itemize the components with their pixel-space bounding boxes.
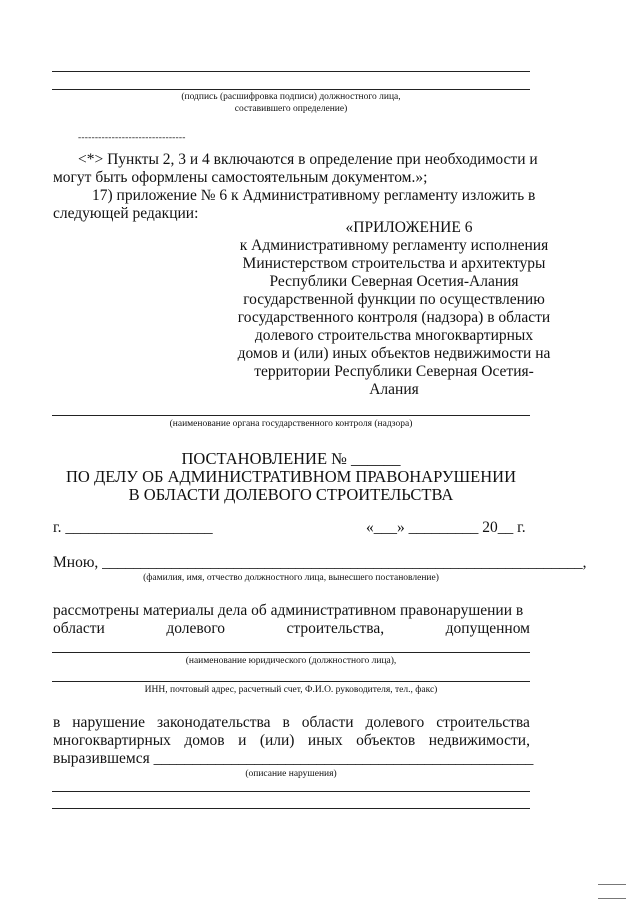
by-me-caption: (фамилия, имя, отчество должностного лица, вынесшего постановление) <box>143 573 439 583</box>
item17-line1: 17) приложение № 6 к Административному регламенту изложить в <box>92 187 536 204</box>
appendix-heading: «ПРИЛОЖЕНИЕ 6 <box>345 219 473 236</box>
authority-line <box>52 415 530 416</box>
word: домов <box>184 732 225 749</box>
word: строительства <box>436 714 530 731</box>
appendix-line: государственной функции по осуществлению <box>243 291 545 308</box>
details-line <box>52 681 530 682</box>
blank-line <box>52 808 530 809</box>
details-caption: ИНН, почтовый адрес, расчетный счет, Ф.И.О. руководителя, тел., факс) <box>144 685 438 695</box>
resolution-title-line3: В ОБЛАСТИ ДОЛЕВОГО СТРОИТЕЛЬСТВА <box>128 485 454 504</box>
appendix-line: Министерством строительства и архитектуры <box>242 255 546 272</box>
word: нарушение <box>72 714 146 731</box>
margin-mark <box>598 898 626 899</box>
appendix-line: домов и (или) иных объектов недвижимости на <box>237 345 551 362</box>
violation-line2 <box>53 732 530 750</box>
word: (или) <box>259 732 295 749</box>
word: и <box>238 732 247 749</box>
word: области <box>301 714 354 731</box>
footnote-line1: <*> Пункты 2, 3 и 4 включаются в определение при необходимости и <box>78 151 538 168</box>
margin-mark <box>598 884 626 885</box>
word: долевого <box>166 620 226 637</box>
appendix-line: Алания <box>369 381 419 398</box>
signature-caption-line1: (подпись (расшифровка подписи) должностного лица, <box>181 92 401 102</box>
word: недвижимости, <box>428 732 530 749</box>
appendix-line: Республики Северная Осетия-Алания <box>269 273 519 290</box>
authority-caption: (наименование органа государственного контроля (надзора) <box>169 419 413 429</box>
blank-line <box>52 791 530 792</box>
considered-line2 <box>53 620 530 638</box>
word: допущенном <box>445 620 530 637</box>
word: области <box>53 620 105 637</box>
word: в <box>282 714 290 731</box>
footnote-separator: -------------------------------- <box>78 133 186 143</box>
signature-line <box>52 89 530 90</box>
signature-caption-line2: составившего определение) <box>234 104 348 114</box>
signature-line-top <box>52 71 530 72</box>
resolution-title-line2: ПО ДЕЛУ ОБ АДМИНИСТРАТИВНОМ ПРАВОНАРУШЕНИИ <box>66 467 516 486</box>
appendix-block <box>224 219 564 399</box>
word: долевого <box>365 714 425 731</box>
appendix-line: государственного контроля (надзора) в области <box>237 309 551 326</box>
legal-entity-line <box>52 652 530 653</box>
word: многоквартирных <box>53 732 171 749</box>
word: законодательства <box>156 714 271 731</box>
word: иных <box>307 732 343 749</box>
resolution-title-line1: ПОСТАНОВЛЕНИЕ № ______ <box>181 449 401 468</box>
word: строительства, <box>286 620 385 637</box>
violation-line3: выразившемся _________________________________________________ <box>53 750 534 767</box>
violation-caption: (описание нарушения) <box>245 769 337 779</box>
legal-entity-caption: (наименование юридического (должностного лица), <box>185 656 397 666</box>
item17-line2: следующей редакции: <box>53 205 199 222</box>
considered-line1: рассмотрены материалы дела об административном правонарушении в <box>53 602 524 619</box>
appendix-line: территории Республики Северная Осетия- <box>254 363 534 380</box>
footnote-line2: могут быть оформлены самостоятельным документом.»; <box>53 169 428 186</box>
date-field: «___» _________ 20__ г. <box>366 519 526 536</box>
by-me-field: Мною, ______________________________________________________________, <box>53 554 587 571</box>
word: объектов <box>356 732 416 749</box>
violation-line1 <box>53 714 530 732</box>
appendix-line: долевого строительства многоквартирных <box>254 327 534 344</box>
appendix-line: к Административному регламенту исполнения <box>239 237 549 254</box>
place-field: г. ___________________ <box>53 519 213 536</box>
word: в <box>53 714 61 731</box>
